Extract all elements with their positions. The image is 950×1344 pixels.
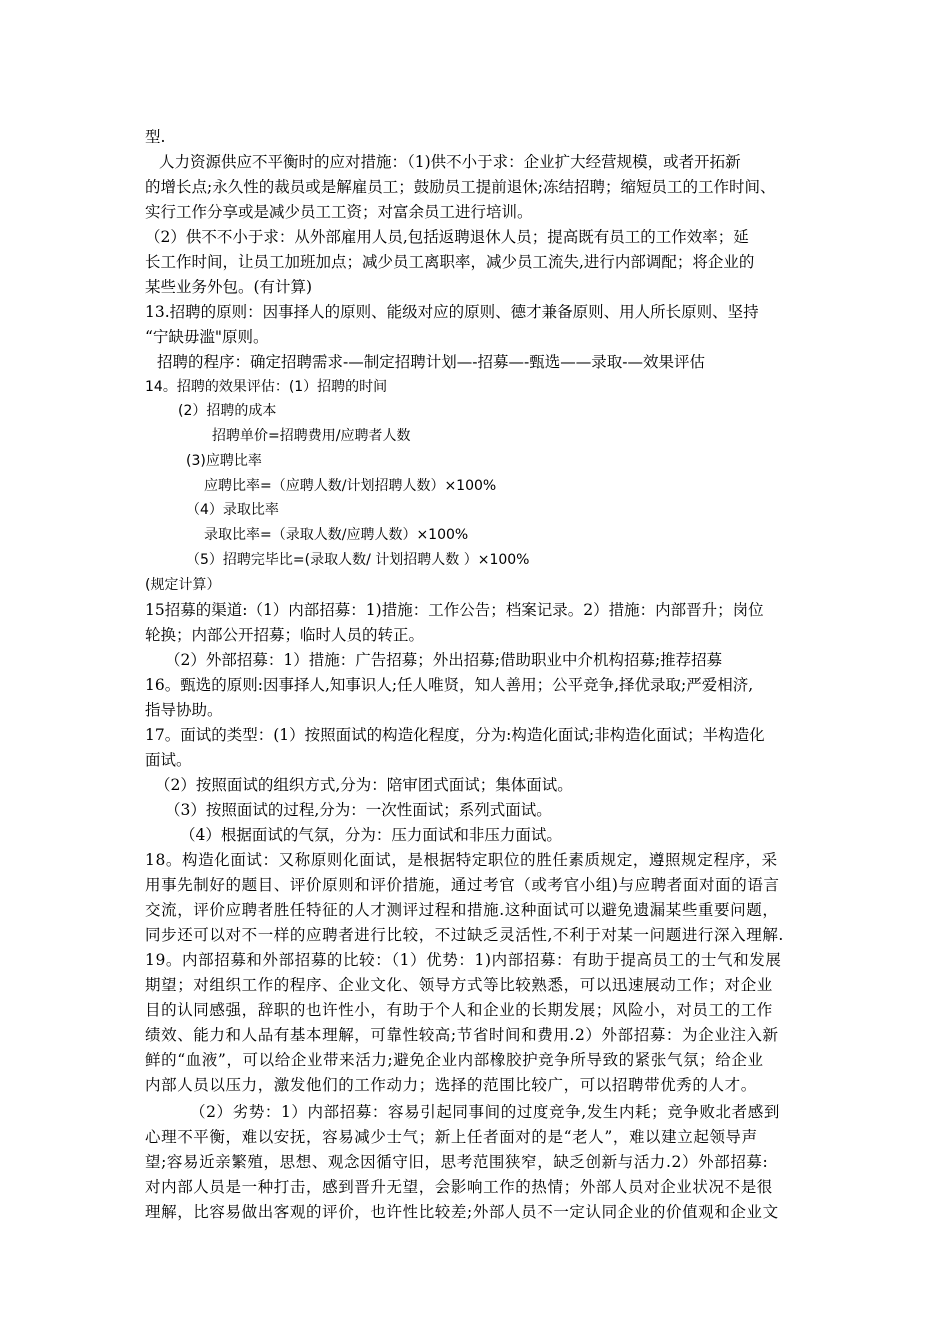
text-line: （2）劣势：1）内部招募：容易引起同事间的过度竞争,发生内耗；竞争败北者感到	[190, 1103, 780, 1121]
text-line: 望;容易近亲繁殖，思想、观念因循守旧，思考范围狭窄，缺乏创新与活力.2）外部招募:	[145, 1153, 769, 1171]
text-line: （3）按照面试的过程,分为：一次性面试；系列式面试。	[165, 801, 552, 819]
text-line: 15招募的渠道:（1）内部招募：1)措施：工作公告；档案记录。2）措施：内部晋升；岗位	[145, 601, 764, 619]
text-line: 对内部人员是一种打击，感到晋升无望，会影响工作的热情；外部人员对企业状况不是很	[145, 1178, 773, 1196]
text-line: (2）招聘的成本	[178, 403, 277, 419]
text-line: (规定计算）	[145, 577, 221, 593]
text-line: 17。面试的类型：(1）按照面试的构造化程度，分为:构造化面试;非构造化面试；半构造化	[145, 726, 765, 744]
text-line: 的增长点;永久性的裁员或是解雇员工；鼓励员工提前退休;冻结招聘；缩短员工的工作时间、	[145, 178, 776, 196]
text-line: (3)应聘比率	[186, 453, 262, 469]
text-line: 招聘的程序：确定招聘需求-—制定招聘计划—-招募—-甄选——录取-—效果评估	[157, 353, 705, 371]
text-line: 18。构造化面试：又称原则化面试，是根据特定职位的胜任素质规定，遵照规定程序，采	[145, 851, 778, 869]
text-line: （2）供不不小于求：从外部雇用人员,包括返聘退休人员；提高既有员工的工作效率；延	[145, 228, 749, 246]
text-line: 鲜的“血液”，可以给企业带来活力;避免企业内部橡胶护竞争所导致的紧张气氛；给企业	[145, 1051, 764, 1069]
text-line: （4）根据面试的气氛，分为：压力面试和非压力面试。	[180, 826, 562, 844]
text-line: 人力资源供应不平衡时的应对措施：（1)供不小于求：企业扩大经营规模，或者开拓新	[159, 153, 741, 171]
text-line: 14。招聘的效果评估：(1）招聘的时间	[145, 379, 388, 395]
text-line: 指导协助。	[145, 701, 223, 719]
text-line: 目的认同感强，辞职的也许性小，有助于个人和企业的长期发展；风险小，对员工的工作	[145, 1001, 773, 1019]
text-line: 应聘比率=（应聘人数/计划招聘人数）×100%	[204, 478, 497, 494]
text-line: （2）按照面试的组织方式,分为：陪审团式面试；集体面试。	[155, 776, 573, 794]
text-line: 19。内部招募和外部招募的比较：（1）优势：1)内部招募：有助于提高员工的士气和发展	[145, 951, 782, 969]
text-line: 轮换；内部公开招募；临时人员的转正。	[145, 626, 425, 644]
text-line: 理解，比容易做出客观的评价，也许性比较差;外部人员不一定认同企业的价值观和企业文	[145, 1203, 779, 1221]
text-line: （4）录取比率	[186, 502, 279, 518]
text-line: 招聘单价=招聘费用/应聘者人数	[212, 428, 411, 444]
text-line: 面试。	[145, 751, 192, 769]
text-line: 期望；对组织工作的程序、企业文化、领导方式等比较熟悉，可以迅速展动工作；对企业	[145, 976, 773, 994]
text-line: （2）外部招募：1）措施：广告招募；外出招募;借助职业中介机构招募;推荐招募	[165, 651, 723, 669]
text-line: 内部人员以压力，激发他们的工作动力；选择的范围比较广，可以招聘带优秀的人才。	[145, 1076, 757, 1094]
text-line: （5）招聘完毕比=(录取人数/ 计划招聘人数 ）×100%	[186, 552, 530, 568]
text-line: 心理不平衡，难以安抚，容易减少士气；新上任者面对的是“老人”，难以建立起领导声	[145, 1128, 758, 1146]
text-line: “宁缺毋滥"原则。	[145, 328, 269, 346]
text-line: 交流，评价应聘者胜任特征的人才测评过程和措施.这种面试可以避免遗漏某些重要问题，	[145, 901, 779, 919]
text-line: 型.	[145, 128, 166, 146]
text-line: 某些业务外包。(有计算)	[145, 278, 313, 296]
text-line: 长工作时间，让员工加班加点；减少员工离职率，减少员工流失,进行内部调配；将企业的	[145, 253, 755, 271]
text-line: 录取比率=（录取人数/应聘人数）×100%	[204, 527, 469, 543]
text-line: 绩效、能力和人品有基本理解，可靠性较高;节省时间和费用.2）外部招募：为企业注入新	[145, 1026, 779, 1044]
text-line: 同步还可以对不一样的应聘者进行比较，不过缺乏灵活性,不利于对某一问题进行深入理解.	[145, 926, 784, 944]
text-line: 16。甄选的原则:因事择人,知事识人;任人唯贤，知人善用；公平竞争,择优录取;严爱相济,	[145, 676, 754, 694]
text-line: 用事先制好的题目、评价原则和评价措施，通过考官（或考官小组)与应聘者面对面的语言	[145, 876, 780, 894]
text-line: 13.招聘的原则：因事择人的原则、能级对应的原则、德才兼备原则、用人所长原则、坚持	[145, 303, 759, 321]
text-line: 实行工作分享或是减少员工工资；对富余员工进行培训。	[145, 203, 533, 221]
